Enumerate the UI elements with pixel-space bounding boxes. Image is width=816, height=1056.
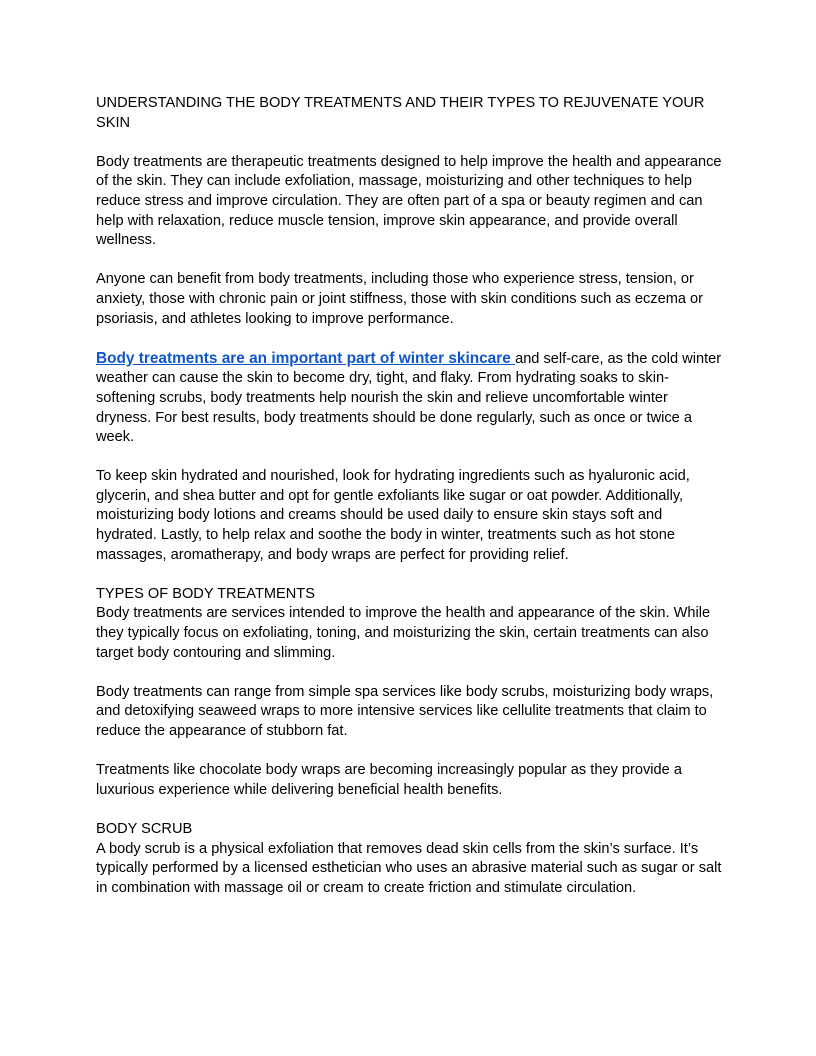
winter-skincare-text: and self-care, as the cold winter weather can cause the skin to become dry, tight, and flaky. From hydrating soaks to skin-softening scrubs, body treatments help nourish the skin and relieve uncomfortable winter dryness. For best results, body treatments should be done regularly, such as once or twice a week. [96, 350, 722, 446]
intro-paragraph: Body treatments are therapeutic treatments designed to help improve the health and appearance of the skin. They can include exfoliation, massage, moisturizing and other techniques to help reduce stress and improve circulation. They are often part of a spa or beauty regimen and can help with relaxation, reduce muscle tension, improve skin appearance, and provide overall wellness. [96, 153, 722, 249]
types-paragraph-3: Treatments like chocolate body wraps are becoming increasingly popular as they provide a luxurious experience while delivering beneficial health benefits. [96, 762, 682, 798]
benefits-paragraph: Anyone can benefit from body treatments, including those who experience stress, tension, or anxiety, those with chronic pain or joint stiffness, those with skin conditions such as eczema or psoriasis, and athletes looking to improve performance. [96, 271, 704, 327]
types-heading: TYPES OF BODY TREATMENTS [96, 585, 315, 602]
hydration-paragraph: To keep skin hydrated and nourished, look for hydrating ingredients such as hyaluronic acid, glycerin, and shea butter and opt for gentle exfoliants like sugar or oat powder. Additionally, moisturizing body lotions and creams should be used daily to ensure skin stays soft and hydrated. Lastly, to help relax and soothe the body in winter, treatments such as hot stone massages, aromatherapy, and body wraps are perfect for providing relief. [96, 468, 690, 563]
winter-skincare-link[interactable]: Body treatments are an important part of winter skincare [96, 349, 516, 367]
body-scrub-heading: BODY SCRUB [96, 820, 193, 837]
document-page [96, 94, 722, 898]
document-title: UNDERSTANDING THE BODY TREATMENTS AND THEIR TYPES TO REJUVENATE YOUR SKIN [96, 95, 705, 131]
types-paragraph-2: Body treatments can range from simple spa services like body scrubs, moisturizing body wraps, and detoxifying seaweed wraps to more intensive services like cellulite treatments that claim to reduce the appearance of stubborn fat. [96, 683, 714, 739]
winter-skincare-paragraph [96, 349, 722, 448]
body-scrub-paragraph: A body scrub is a physical exfoliation that removes dead skin cells from the skin’s surface. It’s typically performed by a licensed esthetician who uses an abrasive material such as sugar or salt in combination with massage oil or cream to create friction and stimulate circulation. [96, 840, 722, 896]
types-paragraph-1: Body treatments are services intended to improve the health and appearance of the skin. While they typically focus on exfoliating, toning, and moisturizing the skin, certain treatments can also target body contouring and slimming. [96, 605, 711, 661]
